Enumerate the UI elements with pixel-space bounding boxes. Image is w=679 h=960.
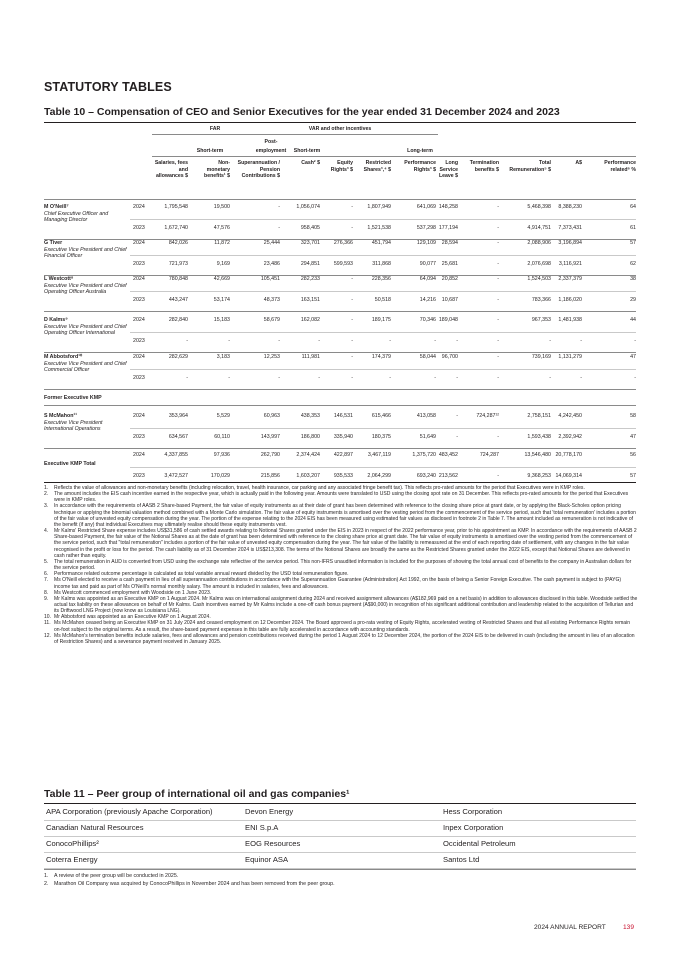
footnote [44, 596, 638, 614]
table-cell: - [497, 276, 499, 282]
table-cell: 186,800 [300, 434, 320, 440]
executive-name-text: M O'Neill⁷ [44, 204, 69, 210]
year-label: 2023 [133, 434, 145, 440]
table-cell: - [580, 338, 582, 344]
table-cell: 353,964 [168, 413, 188, 419]
footnote-number: 3. [44, 503, 49, 510]
footnote [44, 528, 638, 559]
footnote-text: Mr Abbotsford was appointed as an Executive KMP on 1 August 2024. [54, 614, 211, 621]
table-cell: - [278, 375, 280, 381]
table-cell: 4,914,751 [527, 225, 551, 231]
table-cell: 61 [630, 225, 636, 231]
table-cell: 7,373,431 [558, 225, 582, 231]
executive-role: Executive Vice President and Chief Operating Officer International [44, 323, 127, 337]
executive-name [44, 240, 130, 260]
table-cell: 9,169 [216, 261, 230, 267]
table-cell: 2,064,299 [367, 473, 391, 479]
footnote-text: In accordance with the requirements of AASB 2 Share-based Payment, the fair value of equity instruments as at their date of grant has been determined with reference to the closing share price at grant date, or by applying the Black-Scholes option pricing technique or applying the binomial valuation method combined with a Monte Carlo simulation. The fair value of equity instruments is amortised over the vesting period from the commencement of the service period, such that 'total remuneration' includes a portion of the fair value of unvested equity compensation during the year. The portion of the expense relating to the 2024 EIS has been measured using estimated fair values as disclosed in footnote 2 in Table 7. The amount included as remuneration is not indicative of the benefit (if any) that individual Executives may ultimately realise should these equity instruments vest. [54, 503, 636, 528]
table-cell: 282,840 [168, 317, 188, 323]
table-cell: 97,936 [213, 452, 230, 458]
subgroup-post-employment: Post-employment [255, 139, 287, 154]
row-rule [44, 448, 636, 449]
former-heading-rule [44, 405, 636, 406]
table-cell: 111,981 [301, 354, 320, 360]
table-cell: 174,379 [371, 354, 391, 360]
table-cell: 1,481,938 [558, 317, 582, 323]
table-cell: 14,069,314 [555, 473, 582, 479]
table-cell: 20,778,170 [555, 452, 582, 458]
page-number: 139 [623, 924, 635, 931]
table-cell: 5,529 [216, 413, 230, 419]
column-header: Long Service Leave $ [438, 160, 458, 180]
table-cell: - [434, 375, 436, 381]
table-cell: 1,672,740 [164, 225, 188, 231]
table-cell: - [497, 297, 499, 303]
table-cell: - [497, 338, 499, 344]
table-cell: - [351, 276, 353, 282]
year-label: 2023 [133, 261, 145, 267]
table-cell: 599,593 [333, 261, 353, 267]
table-cell: 189,175 [371, 317, 391, 323]
year-label: 2024 [133, 413, 145, 419]
column-header: Non-monetary benefits¹ $ [204, 160, 230, 180]
table-cell: 64,094 [419, 276, 436, 282]
executive-name-text: G Tiver [44, 240, 63, 246]
footnote-number: 7. [44, 577, 49, 584]
total-bottom-rule [44, 482, 636, 483]
table-cell: 262,790 [260, 452, 280, 458]
table-cell: 228,356 [371, 276, 391, 282]
executive-name [44, 276, 130, 296]
table-cell: 13,546,480 [524, 452, 551, 458]
table-cell: 58,044 [419, 354, 436, 360]
peer-bottom-rule [44, 869, 636, 870]
table-cell: - [228, 375, 230, 381]
row-rule [44, 311, 636, 312]
table-cell: 3,116,921 [558, 261, 582, 267]
table-cell: 693,240 [416, 473, 436, 479]
peer-company: ConocoPhillips² [46, 839, 99, 848]
executive-name-text: D Kalms⁹ [44, 317, 68, 323]
table-10-title: Table 10 – Compensation of CEO and Senior Executives for the year ended 31 December 2024 and 2023 [44, 106, 560, 118]
footnote [44, 620, 638, 632]
peer-row-rule [44, 852, 636, 853]
table-cell: 96,700 [441, 354, 458, 360]
table-cell: 721,973 [168, 261, 188, 267]
table-cell: - [434, 338, 436, 344]
footnote [44, 503, 638, 528]
table-cell: 38 [630, 276, 636, 282]
peer-company: Canadian Natural Resources [46, 823, 144, 832]
table-cell: 1,524,503 [527, 276, 551, 282]
footnote-text: A review of the peer group will be conducted in 2025. [54, 873, 179, 879]
year-label: 2023 [133, 473, 145, 479]
table-cell: 323,701 [300, 240, 320, 246]
table-11-title: Table 11 – Peer group of international oil and gas companies¹ [44, 788, 350, 800]
row-divider [130, 467, 636, 468]
year-label: 2024 [133, 276, 145, 282]
table-cell: 143,997 [260, 434, 280, 440]
footnote-number: 8. [44, 589, 49, 596]
table-cell: - [351, 317, 353, 323]
table-cell: 443,247 [168, 297, 188, 303]
footnote-text: Performance related outcome percentage is calculated as total variable annual reward divided by the USD total remuneration figure. [54, 571, 349, 578]
table-cell: 739,169 [531, 354, 551, 360]
footnote-text: Ms McMahon ceased being an Executive KMP on 31 July 2024 and ceased employment on 12 December 2024. The Board approved a pro-rata vesting of Equity Rights, accelerated vesting of Restricted Shares and that all existing Performance Rights remain on-foot subject to the original terms. As a result, the share-based payment expenses in this table are fully accelerated in accordance with accounting standards. [54, 620, 631, 633]
executive-name-text: L Westcott⁸ [44, 276, 74, 282]
table-cell: 177,194 [438, 225, 458, 231]
table-cell: - [186, 338, 188, 344]
table-cell: 189,048 [438, 317, 458, 323]
table-cell: - [634, 375, 636, 381]
column-header: Restricted Shares³,⁴ $ [363, 160, 391, 173]
table-cell: - [351, 375, 353, 381]
table-cell: - [351, 225, 353, 231]
table-cell: 634,567 [168, 434, 188, 440]
table-cell: - [456, 338, 458, 344]
row-divider [130, 255, 636, 256]
year-label: 2023 [133, 225, 145, 231]
footnote [44, 633, 638, 645]
subgroup-short-term-var: Short-term [293, 148, 321, 154]
table-cell: 1,131,279 [558, 354, 582, 360]
year-label: 2024 [133, 354, 145, 360]
table-cell: 9,368,253 [527, 473, 551, 479]
table-cell: 70,346 [419, 317, 436, 323]
table-cell: 213,562 [438, 473, 458, 479]
footnote-number: 12. [44, 632, 52, 639]
table-cell: 53,174 [213, 297, 230, 303]
footnote-text: Ms O'Neill elected to receive a cash payment in lieu of all superannuation contributions in accordance with the Superannuation Guarantee (Administration) Act 1992, on the basis of being a Senior Foreign Executive. The cash payment is subject to (PAYG) income tax and paid as part of Ms O'Neill's normal monthly salary. The amount is included in salaries, fees and allowances. [54, 577, 622, 590]
table-cell: 11,872 [214, 240, 230, 246]
table-cell: - [497, 261, 499, 267]
table-cell: 1,807,949 [367, 204, 391, 210]
year-label: 2023 [133, 297, 145, 303]
table-cell: 4,337,855 [164, 452, 188, 458]
table-cell: - [456, 375, 458, 381]
table-cell: 47 [630, 354, 636, 360]
table-cell: 105,451 [260, 276, 280, 282]
table-10-top-rule [44, 122, 636, 123]
footnote-number: 5. [44, 558, 49, 565]
table-cell: 724,287 [479, 452, 499, 458]
table-cell: 935,533 [333, 473, 353, 479]
table-cell: 10,687 [441, 297, 458, 303]
footnote [44, 559, 638, 571]
table-cell: - [497, 434, 499, 440]
peer-company: Devon Energy [245, 807, 294, 816]
table-cell: 60,963 [263, 413, 280, 419]
report-name: 2024 ANNUAL REPORT [534, 924, 606, 931]
former-kmp-heading: Former Executive KMP [44, 395, 102, 401]
table-cell: 12,253 [263, 354, 280, 360]
table-cell: 90,077 [419, 261, 436, 267]
table-cell: - [497, 473, 499, 479]
peer-company: Hess Corporation [443, 807, 503, 816]
executive-name-text: S McMahon¹¹ [44, 413, 77, 419]
table-cell: - [497, 240, 499, 246]
year-label: 2024 [133, 452, 145, 458]
row-divider [130, 428, 636, 429]
table-cell: 19,500 [213, 204, 230, 210]
table-cell: 28,594 [441, 240, 458, 246]
total-label: Executive KMP Total [44, 461, 96, 467]
table-cell: 641,069 [416, 204, 436, 210]
peer-company: ENI S.p.A [245, 823, 279, 832]
table-cell: - [186, 375, 188, 381]
peer-company: Equinor ASA [245, 855, 289, 864]
table-cell: 1,795,548 [164, 204, 188, 210]
table-cell: - [228, 338, 230, 344]
table-cell: 170,029 [210, 473, 230, 479]
table-cell: - [549, 338, 551, 344]
table-cell: 1,056,074 [296, 204, 320, 210]
table-cell: 3,472,527 [164, 473, 188, 479]
footnote-text: Marathon Oil Company was acquired by ConocoPhillips in November 2024 and has been removed from the peer group. [54, 881, 335, 887]
executive-name [44, 317, 130, 337]
table-cell: 5,468,398 [527, 204, 551, 210]
executive-name [44, 204, 130, 224]
table-cell: - [580, 375, 582, 381]
column-header: Performance related⁶ % [604, 160, 636, 173]
executive-role: Executive Vice President International Operations [44, 419, 103, 433]
table-cell: 335,940 [333, 434, 353, 440]
table-cell: 42,669 [213, 276, 230, 282]
table-cell: 58,679 [263, 317, 280, 323]
table-cell: 783,366 [531, 297, 551, 303]
table-cell: 20,852 [441, 276, 458, 282]
footnote-text: The total remuneration in AUD is converted from USD using the exchange rate reflective of the service period. This non-IFRS unaudited information is included for the purposes of showing the total annual cost of benefits to the company in Australian dollars for the service period. [54, 558, 632, 572]
table-cell: 25,681 [441, 261, 458, 267]
table-cell: 148,258 [438, 204, 458, 210]
peer-company: Coterra Energy [46, 855, 98, 864]
table-cell: - [389, 375, 391, 381]
table-cell: - [497, 354, 499, 360]
footnote-number: 11. [44, 620, 51, 627]
table-cell: 56 [630, 452, 636, 458]
table-cell: 1,521,538 [367, 225, 391, 231]
table-cell: 146,531 [333, 413, 353, 419]
column-header: Total Remuneration⁵ $ [509, 160, 551, 173]
executive-name [44, 413, 130, 433]
table-cell: 3,196,894 [558, 240, 582, 246]
table-cell: 1,593,438 [527, 434, 551, 440]
table-cell: 1,375,720 [412, 452, 436, 458]
table-cell: 1,603,207 [296, 473, 320, 479]
row-divider [130, 219, 636, 220]
table-cell: 2,088,906 [527, 240, 551, 246]
row-divider [130, 291, 636, 292]
table-cell: 163,151 [300, 297, 320, 303]
executive-name-text: M Abbotsford¹⁰ [44, 354, 83, 360]
column-header: Equity Rights³ $ [330, 160, 353, 173]
column-header: Salaries, fees and allowances $ [154, 160, 188, 180]
table-cell: - [278, 204, 280, 210]
subgroup-short-term: Short-term [196, 148, 224, 154]
table-cell: 180,375 [371, 434, 391, 440]
executive-role: Executive Vice President and Chief Commercial Officer [44, 360, 127, 374]
table-cell: 842,026 [168, 240, 188, 246]
column-header: A$ [575, 160, 582, 166]
table-cell: - [351, 204, 353, 210]
table-cell: 451,794 [371, 240, 391, 246]
table-cell: 62 [630, 261, 636, 267]
section-title: STATUTORY TABLES [44, 80, 172, 94]
year-label: 2023 [133, 338, 145, 344]
table-cell: 537,298 [416, 225, 436, 231]
table-cell: - [389, 338, 391, 344]
footnote-number: 9. [44, 595, 49, 602]
footnote-text: Ms McMahon's termination benefits include salaries, fees and allowances and pension contributions received during the period 1 August 2024 to 12 December 2024, the portion of the 2024 EIS to be delivered in cash (including the amount in lieu of an allocation of Restriction Shares) and a severance payment received in January 2025. [54, 632, 635, 645]
table-cell: 958,405 [300, 225, 320, 231]
table-cell: 2,337,379 [558, 276, 582, 282]
table-cell: 780,848 [168, 276, 188, 282]
table-cell: - [278, 225, 280, 231]
peer-company: EOG Resources [245, 839, 301, 848]
peer-company: Santos Ltd [443, 855, 480, 864]
table-cell: 51,649 [419, 434, 436, 440]
executive-role: Executive Vice President and Chief Financial Officer [44, 246, 127, 260]
table-cell: 294,851 [300, 261, 320, 267]
peer-company: Inpex Corporation [443, 823, 504, 832]
table-cell: 25,444 [263, 240, 280, 246]
peer-footnote [44, 881, 335, 888]
year-label: 2024 [133, 204, 145, 210]
year-label: 2023 [133, 375, 145, 381]
table-cell: 3,183 [216, 354, 230, 360]
table-cell: 8,388,230 [558, 204, 582, 210]
table-cell: - [351, 338, 353, 344]
footnote-text: Mr Kalms' Restricted Share expense includes US$31,586 of cash settled awards relating to Notional Shares granted under the EIS in 2023 in respect of the 2022 performance year, prior to his appointment as KMP. In accordance with the requirements of AASB 2 Share-based Payment, the fair value of the Notional Shares as at the date of grant has been determined with reference to the closing share price at grant date. The fair value of equity instruments is amortised over the vesting period from the commencement of the service period, such that "total remuneration" includes a portion of the fair value of unvested equity compensation during the year. The fair value of the liability is remeasured at the end of each reporting date of settlement, with any changes in the fair value recognised in the profit or loss for the period. The cash liability as of 31 December 2024 is US$213,308. The terms of the Notional Shares are broadly the same as the Restricted Shares granted under the 2022 EIS, except that Notional Shares are delivered in cash rather than equity. [54, 528, 637, 559]
table-cell: 15,183 [213, 317, 230, 323]
table-cell: 4,242,450 [558, 413, 582, 419]
subgroup-rule [152, 156, 636, 157]
executive-role: Executive Vice President and Chief Operating Officer Australia [44, 282, 127, 296]
table-cell: - [351, 354, 353, 360]
table-cell: 311,868 [372, 261, 391, 267]
table-cell: 276,366 [333, 240, 353, 246]
executive-role: Chief Executive Officer and Managing Director [44, 210, 109, 224]
peer-company: APA Corporation (previously Apache Corporation) [46, 807, 213, 816]
footnote-number: 1. [44, 485, 49, 491]
table-cell: 129,109 [416, 240, 436, 246]
table-cell: 23,486 [263, 261, 280, 267]
table-cell: 58 [630, 413, 636, 419]
table-cell: 2,374,424 [296, 452, 320, 458]
table-cell: 422,897 [333, 452, 353, 458]
table-cell: 483,452 [438, 452, 458, 458]
table-cell: 438,353 [300, 413, 320, 419]
table-cell: - [318, 338, 320, 344]
footnote-number: 4. [44, 528, 49, 535]
table-cell: 615,466 [371, 413, 391, 419]
table-cell: 2,758,151 [527, 413, 551, 419]
footnote [44, 491, 638, 503]
footnote-number: 10. [44, 614, 52, 621]
group-far-header: FAR [209, 126, 221, 132]
table-cell: 44 [630, 317, 636, 323]
table-cell: 282,629 [168, 354, 188, 360]
table-cell: - [549, 375, 551, 381]
table-cell: 64 [630, 204, 636, 210]
table-cell: 50,518 [374, 297, 391, 303]
column-header: Performance Rights³ $ [404, 160, 436, 173]
table-cell: - [318, 375, 320, 381]
table-cell: 14,216 [419, 297, 436, 303]
table-cell: - [497, 375, 499, 381]
footnote-number: 2. [44, 491, 49, 498]
table-cell: - [351, 297, 353, 303]
footnote-text: Ms Westcott commenced employment with Woodside on 1 June 2023. [54, 589, 212, 596]
column-header: Termination benefits $ [469, 160, 499, 173]
header-bottom-rule [44, 199, 636, 200]
table-cell: - [497, 204, 499, 210]
footnote-number: 2. [44, 881, 49, 887]
table-cell: 48,373 [263, 297, 280, 303]
column-header: Superannuation / Pension Contributions $ [237, 160, 280, 180]
table-cell: - [497, 225, 499, 231]
year-label: 2024 [133, 317, 145, 323]
table-cell: 57 [630, 473, 636, 479]
table-cell: 2,392,942 [558, 434, 582, 440]
table-cell: 282,233 [300, 276, 320, 282]
table-cell: 60,110 [214, 434, 230, 440]
table-cell: 724,287¹² [476, 413, 499, 419]
table-cell: 47,576 [213, 225, 230, 231]
table-cell: 29 [630, 297, 636, 303]
table-cell: 967,353 [531, 317, 551, 323]
table-cell: - [497, 317, 499, 323]
footnote-text: Mr Kalms was appointed as an Executive KMP on 1 August 2024. Mr Kalms was on international assignment during 2024 and received assignment allowances (A$182,969 paid on a net basis) in addition to allowances disclosed in this table. Woodside settled the actual tax liability on these allowances on behalf of Mr Kalms. Cash incentives earned by Mr Kalms include a one-off cash bonus payment (A$90,000) in recognition of his significant additional contribution and leadership related to the acquisition of Tellurian and its Driftwood LNG Project (now know as Louisiana LNG). [54, 595, 638, 615]
row-divider [130, 332, 636, 333]
table-cell: 215,856 [260, 473, 280, 479]
table-cell: 57 [630, 240, 636, 246]
group-header-rule [152, 134, 438, 135]
table-cell: 2,076,698 [527, 261, 551, 267]
row-divider [130, 369, 636, 370]
footnote-number: 1. [44, 873, 49, 879]
subgroup-long-term: Long-term [407, 148, 433, 154]
footnote-number: 6. [44, 571, 49, 578]
peer-row-rule [44, 836, 636, 837]
peer-company: Occidental Petroleum [443, 839, 516, 848]
footnote-text: The amount includes the EIS cash incentive earned in the respective year, which is actually paid in the following year. Amounts were translated to USD using the closing spot rate on 31 December. This reflects pro-rated amounts for the period that Executives were in KMP roles. [54, 491, 629, 504]
table-cell: 47 [630, 434, 636, 440]
table-cell: - [456, 413, 458, 419]
footnote-text: Reflects the value of allowances and non-monetary benefits (including relocation, travel, health insurance, car parking and any associated fringe benefit tax). This reflects pro-rated amounts for the period that Executives were in KMP roles. [54, 485, 585, 491]
table-cell: 413,058 [416, 413, 436, 419]
row-rule [44, 389, 636, 390]
table-cell: - [278, 338, 280, 344]
table-cell: - [456, 434, 458, 440]
peer-footnote [44, 873, 178, 880]
table-11-top-rule [44, 803, 636, 804]
table-cell: 1,186,020 [558, 297, 582, 303]
row-rule [44, 352, 636, 353]
peer-row-rule [44, 820, 636, 821]
table-10-notes [44, 485, 638, 645]
executive-name [44, 354, 130, 374]
table-cell: - [634, 338, 636, 344]
table-cell: 162,082 [300, 317, 320, 323]
group-var-header: VAR and other incentives [308, 126, 372, 132]
footnote [44, 577, 638, 589]
column-header: Cash² $ [301, 160, 320, 166]
table-cell: 3,467,119 [367, 452, 391, 458]
year-label: 2024 [133, 240, 145, 246]
